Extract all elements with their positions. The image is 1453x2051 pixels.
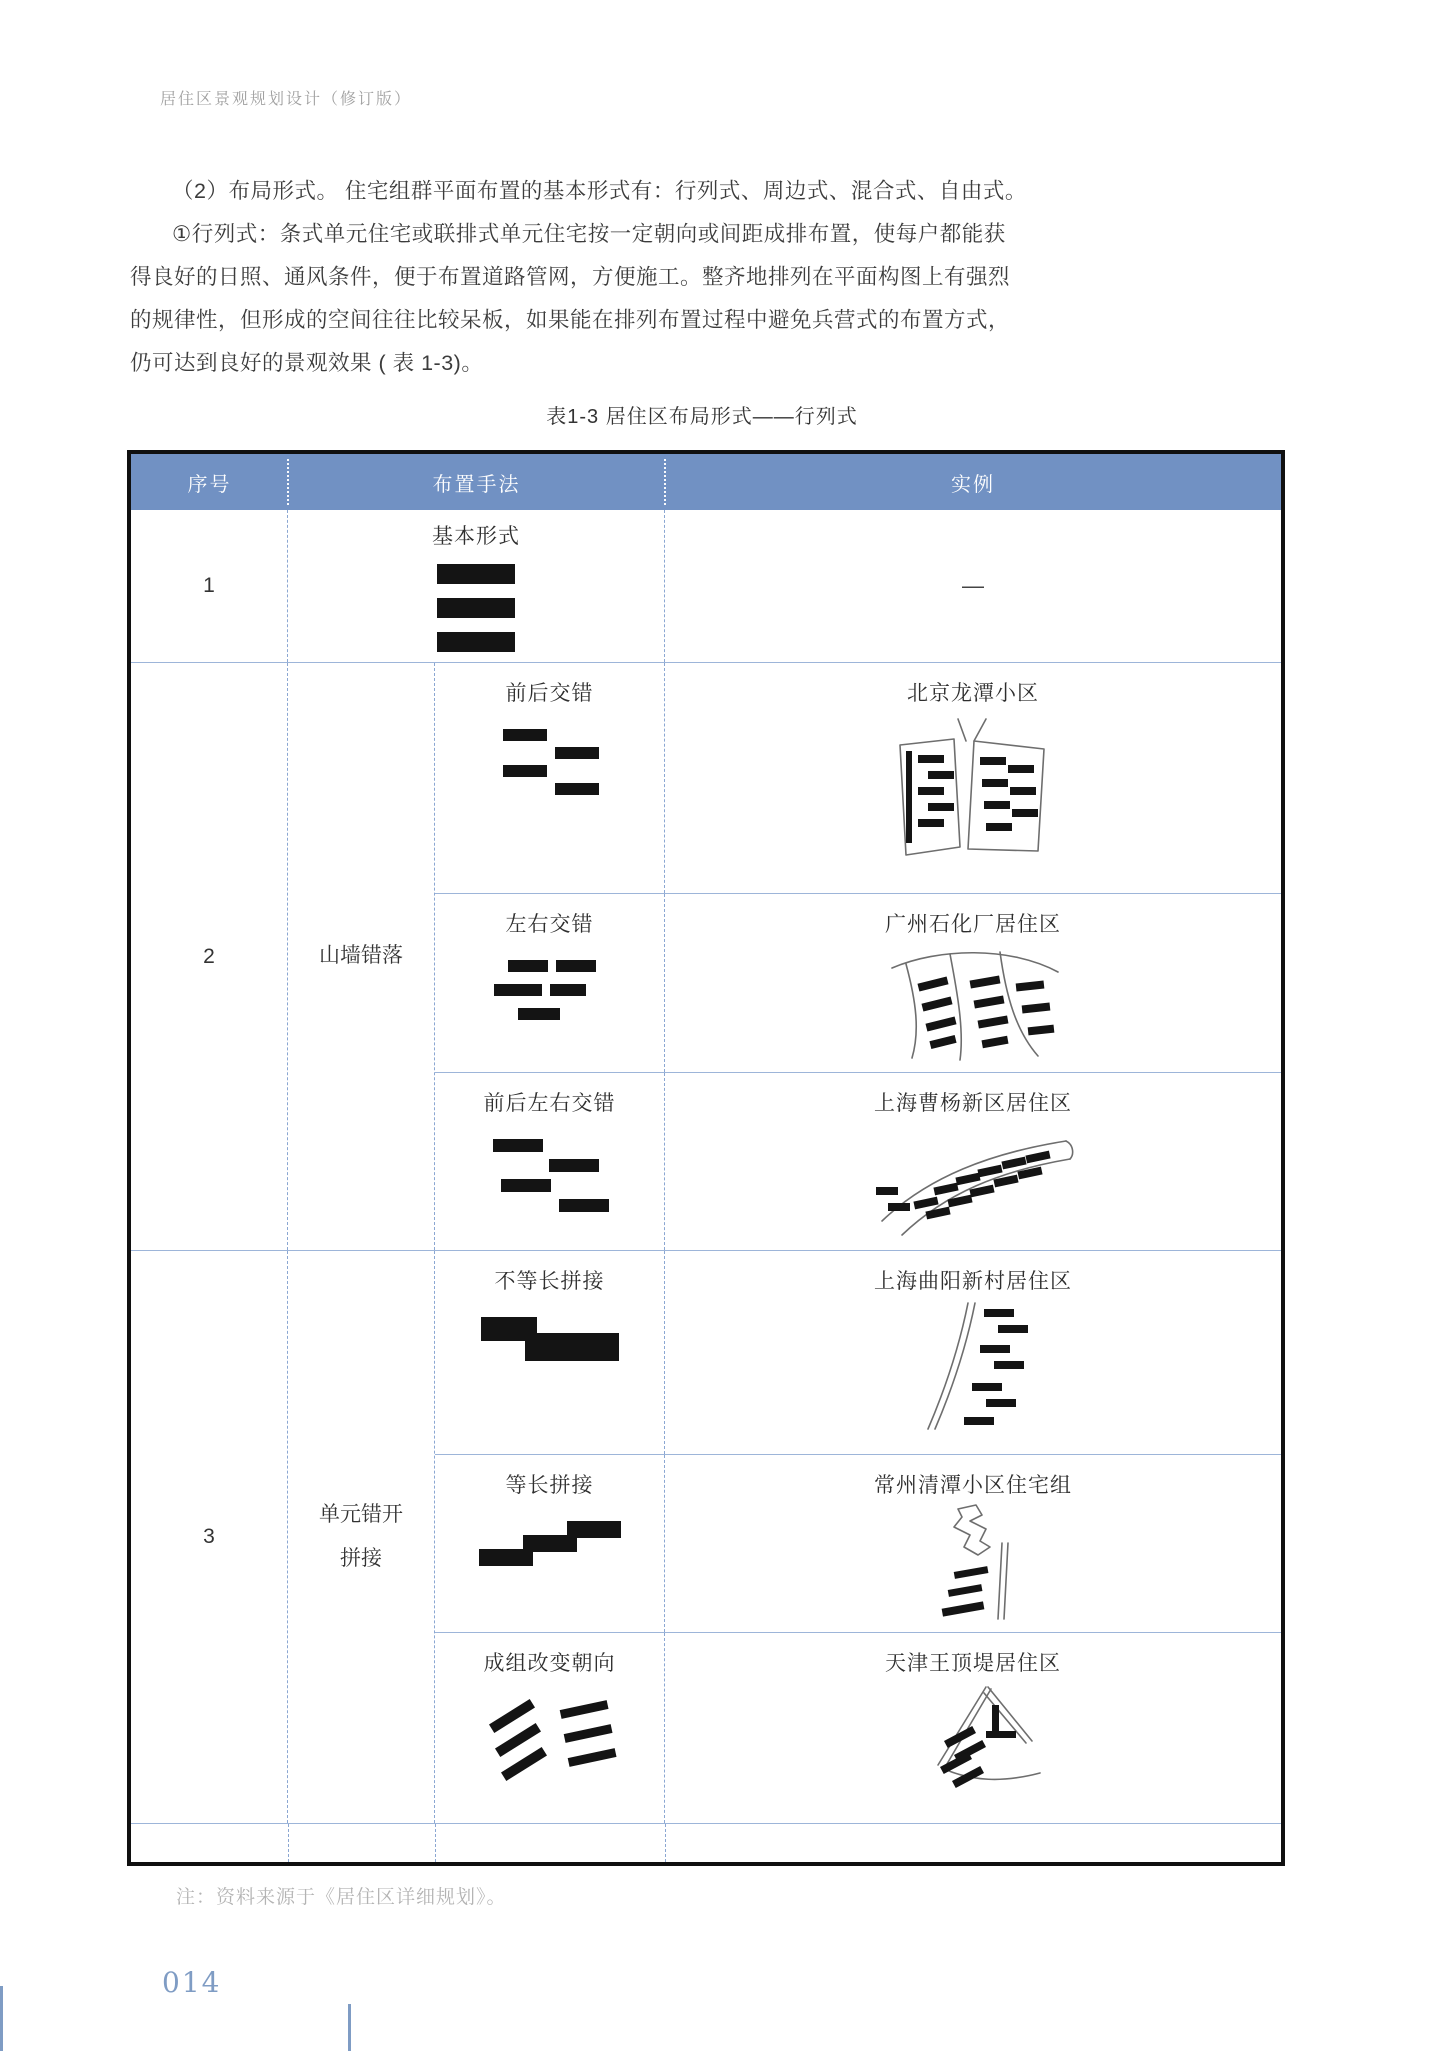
table-header-row bbox=[131, 454, 1281, 510]
left-right-stagger-diagram bbox=[490, 958, 610, 1032]
technique-label: 前后交错 bbox=[505, 682, 594, 705]
table-sub-row bbox=[435, 893, 1281, 1072]
example-cell bbox=[665, 1073, 1281, 1250]
paragraph-2-line-1: ①行列式：条式单元住宅或联排式单元住宅按一定朝向或间距成排布置，使每户都能获 bbox=[172, 222, 1006, 246]
body-text bbox=[130, 170, 1330, 385]
example-cell bbox=[665, 1251, 1281, 1454]
bottom-center-margin-line bbox=[348, 2004, 351, 2051]
technique-cell bbox=[435, 1073, 665, 1250]
example-cell bbox=[665, 894, 1281, 1072]
grouped-rotation-diagram bbox=[480, 1697, 620, 1789]
table-sub-row bbox=[435, 663, 1281, 893]
table-footer-strip bbox=[131, 1823, 1281, 1862]
technique-label: 前后左右交错 bbox=[483, 1092, 616, 1115]
paragraph-2-line-3: 的规律性，但形成的空间往往比较呆板，如果能在排列布置过程中避免兵营式的布置方式， bbox=[130, 308, 1011, 332]
table-row bbox=[131, 1250, 1281, 1823]
page-number: 014 bbox=[162, 1966, 222, 1999]
group-label-line-1: 单元错开 bbox=[319, 1502, 403, 1526]
table-sub-row bbox=[435, 1251, 1281, 1454]
shanghai-caoyang-site-plan bbox=[868, 1125, 1078, 1237]
example-label: 北京龙潭小区 bbox=[907, 682, 1039, 705]
front-back-stagger-diagram bbox=[495, 727, 605, 807]
row-number: 3 bbox=[131, 1251, 288, 1823]
paragraph-1: （2）布局形式。 住宅组群平面布置的基本形式有：行列式、周边式、混合式、自由式。 bbox=[172, 179, 1027, 203]
example-label: 常州清潭小区住宅组 bbox=[874, 1474, 1072, 1497]
example-cell bbox=[665, 1455, 1281, 1632]
technique-label: 等长拼接 bbox=[505, 1474, 594, 1497]
equal-length-splice-diagram bbox=[475, 1519, 625, 1569]
running-head: 居住区景观规划设计（修订版） bbox=[160, 91, 413, 108]
table-row bbox=[131, 662, 1281, 1250]
header-cell-no: 序号 bbox=[131, 454, 288, 510]
technique-cell bbox=[435, 894, 665, 1072]
table-sub-row bbox=[435, 1072, 1281, 1250]
technique-cell bbox=[435, 1455, 665, 1632]
paragraph-2-line-4: 仍可达到良好的景观效果 ( 表 1-3)。 bbox=[130, 351, 484, 375]
front-back-left-right-stagger-diagram bbox=[485, 1137, 615, 1221]
technique-label: 成组改变朝向 bbox=[483, 1652, 616, 1675]
strip-divider bbox=[288, 1824, 289, 1862]
table-caption: 表1-3 居住区布局形式——行列式 bbox=[546, 406, 858, 428]
technique-cell bbox=[288, 510, 665, 662]
table-row bbox=[131, 510, 1281, 662]
example-label: 上海曲阳新村居住区 bbox=[874, 1270, 1072, 1293]
strip-divider bbox=[435, 1824, 436, 1862]
technique-cell bbox=[435, 1251, 665, 1454]
table-sub-row bbox=[435, 1454, 1281, 1632]
row-number: 1 bbox=[131, 510, 288, 662]
example-label: 天津王顶堤居住区 bbox=[885, 1652, 1061, 1675]
row-number: 2 bbox=[131, 663, 288, 1250]
shanghai-quyang-site-plan bbox=[898, 1301, 1048, 1431]
technique-label: 基本形式 bbox=[432, 525, 520, 548]
unequal-length-splice-diagram bbox=[475, 1315, 625, 1367]
technique-cell bbox=[435, 1633, 665, 1823]
layout-table bbox=[127, 450, 1285, 1866]
example-cell bbox=[665, 663, 1281, 893]
group-label-line-2: 拼接 bbox=[340, 1547, 382, 1570]
guangzhou-shihua-site-plan bbox=[878, 946, 1068, 1062]
technique-label: 不等长拼接 bbox=[494, 1270, 605, 1293]
tianjin-wangdingdi-site-plan bbox=[898, 1683, 1048, 1809]
header-cell-technique: 布置手法 bbox=[288, 454, 665, 510]
group-label: 山墙错落 bbox=[288, 663, 435, 1250]
table-footnote: 注：资料来源于《居住区详细规划》。 bbox=[176, 1887, 507, 1908]
changzhou-qingtan-site-plan bbox=[898, 1503, 1048, 1621]
example-label: 广州石化厂居住区 bbox=[885, 913, 1061, 936]
group-label bbox=[288, 1251, 435, 1823]
technique-cell bbox=[435, 663, 665, 893]
basic-form-diagram bbox=[436, 564, 516, 656]
bottom-left-margin-line bbox=[0, 1986, 3, 2051]
example-cell bbox=[665, 1633, 1281, 1823]
example-cell: — bbox=[962, 573, 984, 598]
strip-divider bbox=[665, 1824, 666, 1862]
technique-label: 左右交错 bbox=[505, 913, 594, 936]
beijing-longtan-site-plan bbox=[888, 717, 1058, 867]
paragraph-2-line-2: 得良好的日照、通风条件，便于布置道路管网，方便施工。整齐地排列在平面构图上有强烈 bbox=[130, 265, 1011, 289]
header-cell-example: 实例 bbox=[951, 473, 995, 496]
example-label: 上海曹杨新区居住区 bbox=[874, 1092, 1072, 1115]
table-sub-row bbox=[435, 1632, 1281, 1823]
